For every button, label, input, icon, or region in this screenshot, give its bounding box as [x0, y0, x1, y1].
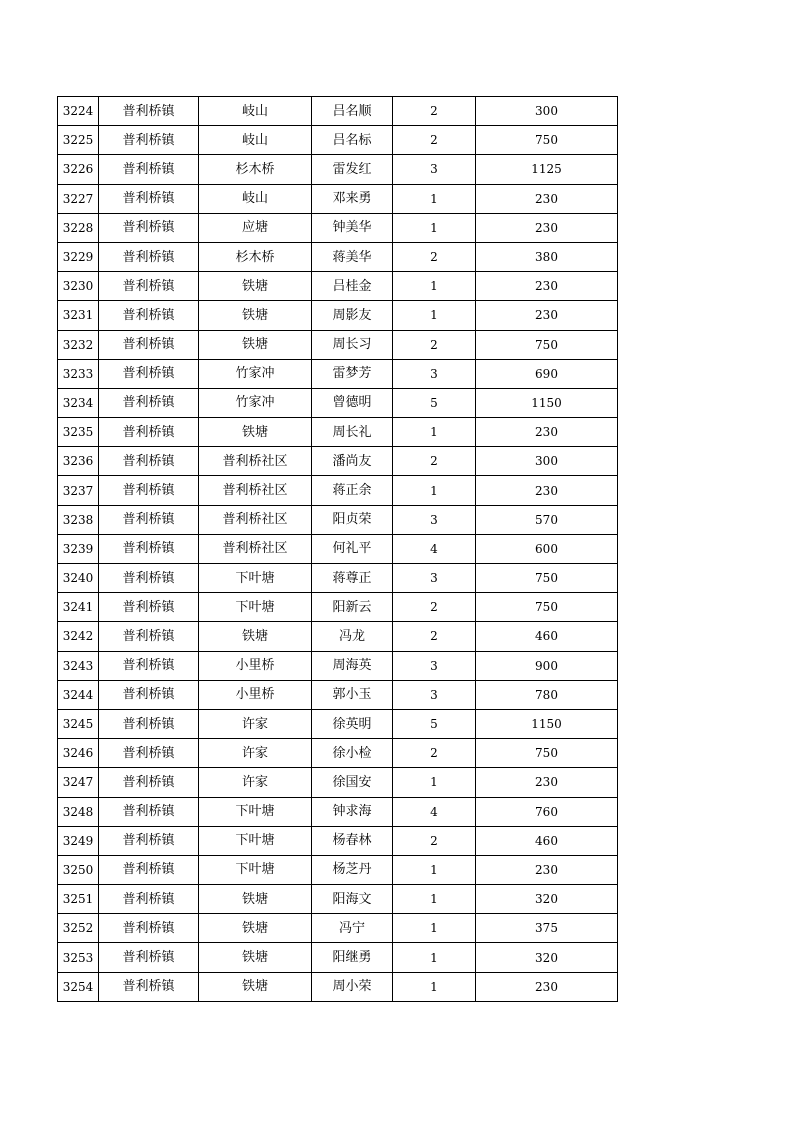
cell-count: 2	[393, 739, 476, 768]
cell-amount: 750	[476, 330, 618, 359]
cell-town: 普利桥镇	[99, 797, 199, 826]
cell-amount: 600	[476, 534, 618, 563]
table-row	[58, 505, 618, 534]
cell-amount: 780	[476, 680, 618, 709]
table-row	[58, 855, 618, 884]
cell-amount: 230	[476, 768, 618, 797]
cell-name: 阳新云	[312, 593, 393, 622]
cell-id: 3244	[58, 680, 99, 709]
cell-count: 1	[393, 972, 476, 1001]
table-row	[58, 126, 618, 155]
cell-town: 普利桥镇	[99, 242, 199, 271]
cell-town: 普利桥镇	[99, 155, 199, 184]
cell-id: 3234	[58, 388, 99, 417]
cell-village: 普利桥社区	[199, 505, 312, 534]
table-row	[58, 184, 618, 213]
cell-name: 徐国安	[312, 768, 393, 797]
table-row	[58, 155, 618, 184]
cell-count: 1	[393, 768, 476, 797]
cell-name: 周长习	[312, 330, 393, 359]
cell-village: 许家	[199, 768, 312, 797]
cell-id: 3241	[58, 593, 99, 622]
cell-id: 3254	[58, 972, 99, 1001]
cell-amount: 230	[476, 855, 618, 884]
cell-town: 普利桥镇	[99, 359, 199, 388]
cell-town: 普利桥镇	[99, 943, 199, 972]
cell-village: 竹家冲	[199, 359, 312, 388]
cell-count: 3	[393, 505, 476, 534]
cell-village: 铁塘	[199, 972, 312, 1001]
cell-name: 蒋美华	[312, 242, 393, 271]
cell-amount: 320	[476, 943, 618, 972]
cell-count: 2	[393, 97, 476, 126]
cell-count: 1	[393, 476, 476, 505]
table-row	[58, 301, 618, 330]
cell-village: 下叶塘	[199, 797, 312, 826]
cell-name: 徐小检	[312, 739, 393, 768]
cell-village: 杉木桥	[199, 155, 312, 184]
cell-village: 铁塘	[199, 301, 312, 330]
cell-count: 2	[393, 622, 476, 651]
cell-count: 2	[393, 330, 476, 359]
cell-count: 2	[393, 126, 476, 155]
table-body	[58, 97, 618, 1002]
cell-count: 2	[393, 447, 476, 476]
cell-amount: 1150	[476, 388, 618, 417]
cell-village: 下叶塘	[199, 826, 312, 855]
table-row	[58, 885, 618, 914]
cell-amount: 300	[476, 447, 618, 476]
cell-id: 3243	[58, 651, 99, 680]
cell-count: 2	[393, 826, 476, 855]
cell-town: 普利桥镇	[99, 885, 199, 914]
cell-town: 普利桥镇	[99, 126, 199, 155]
cell-name: 阳贞荣	[312, 505, 393, 534]
cell-amount: 690	[476, 359, 618, 388]
cell-id: 3250	[58, 855, 99, 884]
cell-village: 许家	[199, 739, 312, 768]
cell-name: 阳继勇	[312, 943, 393, 972]
cell-village: 应塘	[199, 213, 312, 242]
cell-id: 3242	[58, 622, 99, 651]
cell-id: 3232	[58, 330, 99, 359]
cell-village: 岐山	[199, 184, 312, 213]
table-row	[58, 97, 618, 126]
cell-name: 阳海文	[312, 885, 393, 914]
cell-amount: 230	[476, 972, 618, 1001]
cell-amount: 900	[476, 651, 618, 680]
cell-amount: 750	[476, 126, 618, 155]
table-row	[58, 418, 618, 447]
cell-town: 普利桥镇	[99, 972, 199, 1001]
cell-count: 4	[393, 534, 476, 563]
cell-village: 下叶塘	[199, 855, 312, 884]
cell-name: 周长礼	[312, 418, 393, 447]
cell-name: 钟美华	[312, 213, 393, 242]
cell-town: 普利桥镇	[99, 739, 199, 768]
table-row	[58, 622, 618, 651]
cell-amount: 750	[476, 564, 618, 593]
cell-village: 竹家冲	[199, 388, 312, 417]
cell-id: 3231	[58, 301, 99, 330]
cell-town: 普利桥镇	[99, 388, 199, 417]
table-row	[58, 651, 618, 680]
table-row	[58, 476, 618, 505]
cell-amount: 380	[476, 242, 618, 271]
cell-id: 3228	[58, 213, 99, 242]
cell-count: 3	[393, 359, 476, 388]
table-row	[58, 272, 618, 301]
cell-name: 蒋尊正	[312, 564, 393, 593]
cell-town: 普利桥镇	[99, 505, 199, 534]
cell-village: 铁塘	[199, 914, 312, 943]
cell-id: 3225	[58, 126, 99, 155]
cell-count: 4	[393, 797, 476, 826]
cell-town: 普利桥镇	[99, 476, 199, 505]
cell-count: 1	[393, 184, 476, 213]
table-row	[58, 593, 618, 622]
cell-id: 3239	[58, 534, 99, 563]
cell-name: 郭小玉	[312, 680, 393, 709]
cell-amount: 230	[476, 476, 618, 505]
table-row	[58, 564, 618, 593]
cell-id: 3240	[58, 564, 99, 593]
table-row	[58, 972, 618, 1001]
cell-town: 普利桥镇	[99, 680, 199, 709]
cell-amount: 230	[476, 272, 618, 301]
cell-town: 普利桥镇	[99, 213, 199, 242]
cell-town: 普利桥镇	[99, 826, 199, 855]
cell-id: 3251	[58, 885, 99, 914]
cell-town: 普利桥镇	[99, 709, 199, 738]
cell-amount: 300	[476, 97, 618, 126]
cell-id: 3229	[58, 242, 99, 271]
cell-count: 2	[393, 242, 476, 271]
cell-count: 1	[393, 885, 476, 914]
table-row	[58, 534, 618, 563]
cell-village: 铁塘	[199, 885, 312, 914]
cell-town: 普利桥镇	[99, 564, 199, 593]
cell-id: 3248	[58, 797, 99, 826]
cell-name: 何礼平	[312, 534, 393, 563]
cell-name: 雷发红	[312, 155, 393, 184]
cell-town: 普利桥镇	[99, 330, 199, 359]
cell-id: 3237	[58, 476, 99, 505]
cell-village: 铁塘	[199, 943, 312, 972]
cell-count: 1	[393, 418, 476, 447]
cell-name: 潘尚友	[312, 447, 393, 476]
cell-village: 岐山	[199, 97, 312, 126]
cell-town: 普利桥镇	[99, 914, 199, 943]
cell-town: 普利桥镇	[99, 593, 199, 622]
cell-id: 3233	[58, 359, 99, 388]
cell-amount: 570	[476, 505, 618, 534]
cell-amount: 320	[476, 885, 618, 914]
cell-name: 冯宁	[312, 914, 393, 943]
cell-amount: 760	[476, 797, 618, 826]
table-row	[58, 330, 618, 359]
cell-village: 铁塘	[199, 418, 312, 447]
table-row	[58, 242, 618, 271]
cell-village: 许家	[199, 709, 312, 738]
cell-amount: 1125	[476, 155, 618, 184]
cell-amount: 750	[476, 593, 618, 622]
cell-count: 1	[393, 301, 476, 330]
cell-village: 普利桥社区	[199, 534, 312, 563]
cell-name: 曾德明	[312, 388, 393, 417]
cell-town: 普利桥镇	[99, 301, 199, 330]
cell-name: 邓来勇	[312, 184, 393, 213]
table-row	[58, 739, 618, 768]
cell-name: 周海英	[312, 651, 393, 680]
cell-town: 普利桥镇	[99, 768, 199, 797]
cell-town: 普利桥镇	[99, 272, 199, 301]
cell-village: 岐山	[199, 126, 312, 155]
cell-town: 普利桥镇	[99, 447, 199, 476]
cell-name: 冯龙	[312, 622, 393, 651]
table-row	[58, 797, 618, 826]
cell-name: 周影友	[312, 301, 393, 330]
table-row	[58, 914, 618, 943]
cell-amount: 460	[476, 622, 618, 651]
cell-name: 杨春林	[312, 826, 393, 855]
table-row	[58, 826, 618, 855]
cell-amount: 1150	[476, 709, 618, 738]
cell-id: 3245	[58, 709, 99, 738]
cell-count: 2	[393, 593, 476, 622]
cell-name: 蒋正余	[312, 476, 393, 505]
cell-amount: 750	[476, 739, 618, 768]
cell-id: 3238	[58, 505, 99, 534]
cell-amount: 230	[476, 418, 618, 447]
cell-count: 5	[393, 709, 476, 738]
table-row	[58, 359, 618, 388]
cell-name: 吕名标	[312, 126, 393, 155]
table-row	[58, 768, 618, 797]
cell-town: 普利桥镇	[99, 651, 199, 680]
cell-count: 3	[393, 155, 476, 184]
table-row	[58, 943, 618, 972]
cell-id: 3230	[58, 272, 99, 301]
cell-village: 下叶塘	[199, 593, 312, 622]
cell-amount: 375	[476, 914, 618, 943]
cell-name: 雷梦芳	[312, 359, 393, 388]
cell-town: 普利桥镇	[99, 855, 199, 884]
cell-village: 铁塘	[199, 330, 312, 359]
cell-town: 普利桥镇	[99, 184, 199, 213]
cell-count: 3	[393, 564, 476, 593]
table-row	[58, 388, 618, 417]
cell-town: 普利桥镇	[99, 622, 199, 651]
cell-id: 3246	[58, 739, 99, 768]
cell-village: 普利桥社区	[199, 476, 312, 505]
cell-village: 杉木桥	[199, 242, 312, 271]
cell-amount: 460	[476, 826, 618, 855]
cell-id: 3249	[58, 826, 99, 855]
cell-name: 徐英明	[312, 709, 393, 738]
cell-name: 吕桂金	[312, 272, 393, 301]
cell-id: 3253	[58, 943, 99, 972]
cell-count: 1	[393, 213, 476, 242]
cell-name: 周小荣	[312, 972, 393, 1001]
cell-village: 小里桥	[199, 680, 312, 709]
cell-id: 3235	[58, 418, 99, 447]
cell-town: 普利桥镇	[99, 97, 199, 126]
cell-town: 普利桥镇	[99, 418, 199, 447]
cell-amount: 230	[476, 301, 618, 330]
cell-id: 3247	[58, 768, 99, 797]
cell-count: 1	[393, 855, 476, 884]
data-table	[57, 96, 618, 1002]
cell-id: 3224	[58, 97, 99, 126]
cell-village: 铁塘	[199, 622, 312, 651]
cell-village: 铁塘	[199, 272, 312, 301]
cell-name: 吕名顺	[312, 97, 393, 126]
cell-count: 3	[393, 651, 476, 680]
table-row	[58, 213, 618, 242]
cell-village: 普利桥社区	[199, 447, 312, 476]
cell-count: 3	[393, 680, 476, 709]
cell-village: 小里桥	[199, 651, 312, 680]
table-row	[58, 680, 618, 709]
cell-amount: 230	[476, 213, 618, 242]
table-row	[58, 447, 618, 476]
cell-count: 5	[393, 388, 476, 417]
cell-id: 3227	[58, 184, 99, 213]
table-row	[58, 709, 618, 738]
cell-count: 1	[393, 272, 476, 301]
cell-id: 3236	[58, 447, 99, 476]
cell-name: 钟求海	[312, 797, 393, 826]
cell-town: 普利桥镇	[99, 534, 199, 563]
cell-village: 下叶塘	[199, 564, 312, 593]
cell-count: 1	[393, 914, 476, 943]
cell-count: 1	[393, 943, 476, 972]
cell-id: 3226	[58, 155, 99, 184]
cell-amount: 230	[476, 184, 618, 213]
cell-name: 杨芝丹	[312, 855, 393, 884]
cell-id: 3252	[58, 914, 99, 943]
